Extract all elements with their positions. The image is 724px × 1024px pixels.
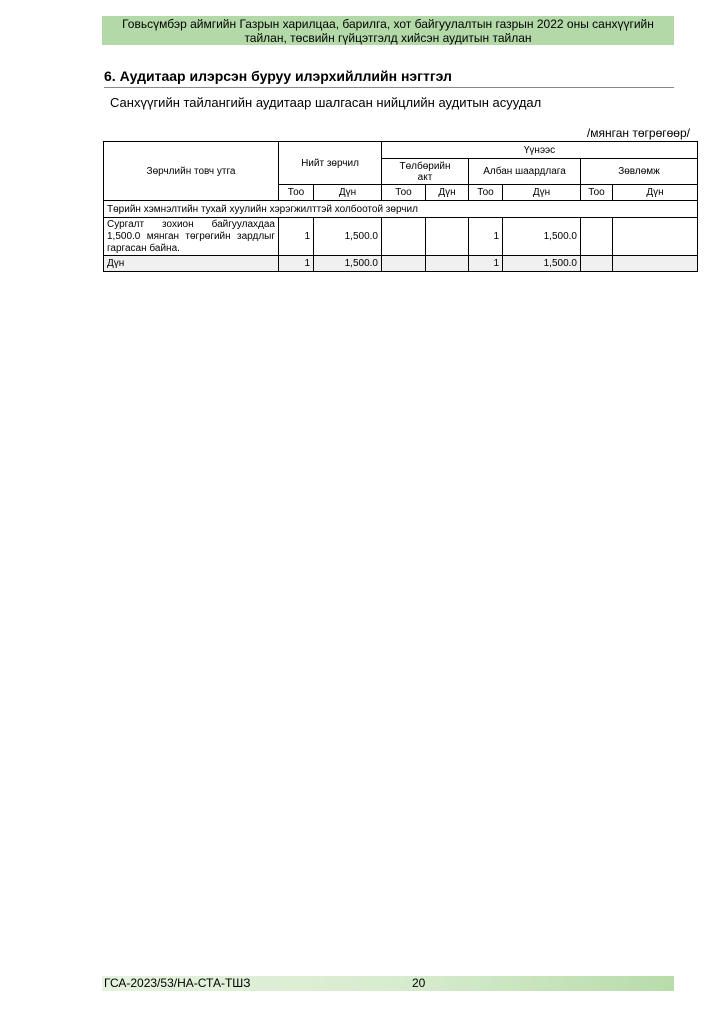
- col-description-header: Зөрчлийн товч утга: [104, 142, 279, 201]
- payment-act-line-1: Төлбөрийн: [399, 160, 451, 172]
- report-footer: [102, 976, 674, 991]
- col-of-which-header: Үүнээс: [382, 142, 698, 159]
- header-line-2: тайлан, төсвийн гүйцэтгэлд хийсэн аудитын тайлан: [244, 31, 532, 45]
- table-row: [104, 218, 698, 256]
- row-description: Сургалт зохион байгуулахдаа 1,500.0 мянган төгрөгийн зардлыг гаргасан байна.: [104, 218, 279, 256]
- total-demand-amount: 1,500.0: [503, 256, 581, 272]
- col-official-demand-header: Албан шаардлага: [469, 159, 581, 185]
- col-recommendation-header: Зөвлөмж: [581, 159, 698, 185]
- document-code: ГСА-2023/53/НА-СТА-ТШЗ: [104, 976, 251, 990]
- section-title: 6. Аудитаар илэрсэн буруу илэрхийллийн нэгтгэл: [104, 68, 674, 88]
- total-rec-amount: [613, 256, 698, 272]
- total-act-count: [382, 256, 426, 272]
- group-row-label: Төрийн хэмнэлтийн тухай хуулийн хэрэгжилттэй холбоотой зөрчил: [104, 201, 698, 218]
- section-subtitle: Санхүүгийн тайлангийн аудитаар шалгасан нийцлийн аудитын асуудал: [110, 95, 542, 110]
- row-act-amount: [426, 218, 469, 256]
- row-rec-count: [581, 218, 613, 256]
- report-header: [102, 16, 674, 45]
- total-label: Дүн: [104, 256, 279, 272]
- violations-summary-table: [103, 141, 698, 272]
- total-demand-count: 1: [469, 256, 503, 272]
- page-number: 20: [412, 976, 426, 990]
- act-amount-header: Дүн: [426, 185, 469, 201]
- total-count: 1: [279, 256, 314, 272]
- rec-count-header: Тоо: [581, 185, 613, 201]
- row-act-count: [382, 218, 426, 256]
- row-demand-amount: 1,500.0: [503, 218, 581, 256]
- total-amount: 1,500.0: [314, 256, 382, 272]
- header-line-1: Говьсүмбэр аймгийн Газрын харилцаа, барилга, хот байгуулалтын газрын 2022 оны санхүүгийн: [122, 17, 654, 31]
- row-demand-count: 1: [469, 218, 503, 256]
- demand-count-header: Тоо: [469, 185, 503, 201]
- rec-amount-header: Дүн: [613, 185, 698, 201]
- group-row: [104, 201, 698, 218]
- total-act-amount: [426, 256, 469, 272]
- row-rec-amount: [613, 218, 698, 256]
- col-payment-act-header: [382, 159, 469, 185]
- total-rec-count: [581, 256, 613, 272]
- total-count-header: Тоо: [279, 185, 314, 201]
- demand-amount-header: Дүн: [503, 185, 581, 201]
- row-total-count: 1: [279, 218, 314, 256]
- act-count-header: Тоо: [382, 185, 426, 201]
- col-total-header: Нийт зөрчил: [279, 142, 382, 185]
- header-row-1: [104, 142, 698, 159]
- payment-act-line-2: акт: [417, 171, 433, 183]
- row-total-amount: 1,500.0: [314, 218, 382, 256]
- total-amount-header: Дүн: [314, 185, 382, 201]
- unit-label: /мянган төгрөгөөр/: [586, 126, 690, 140]
- total-row: [104, 256, 698, 272]
